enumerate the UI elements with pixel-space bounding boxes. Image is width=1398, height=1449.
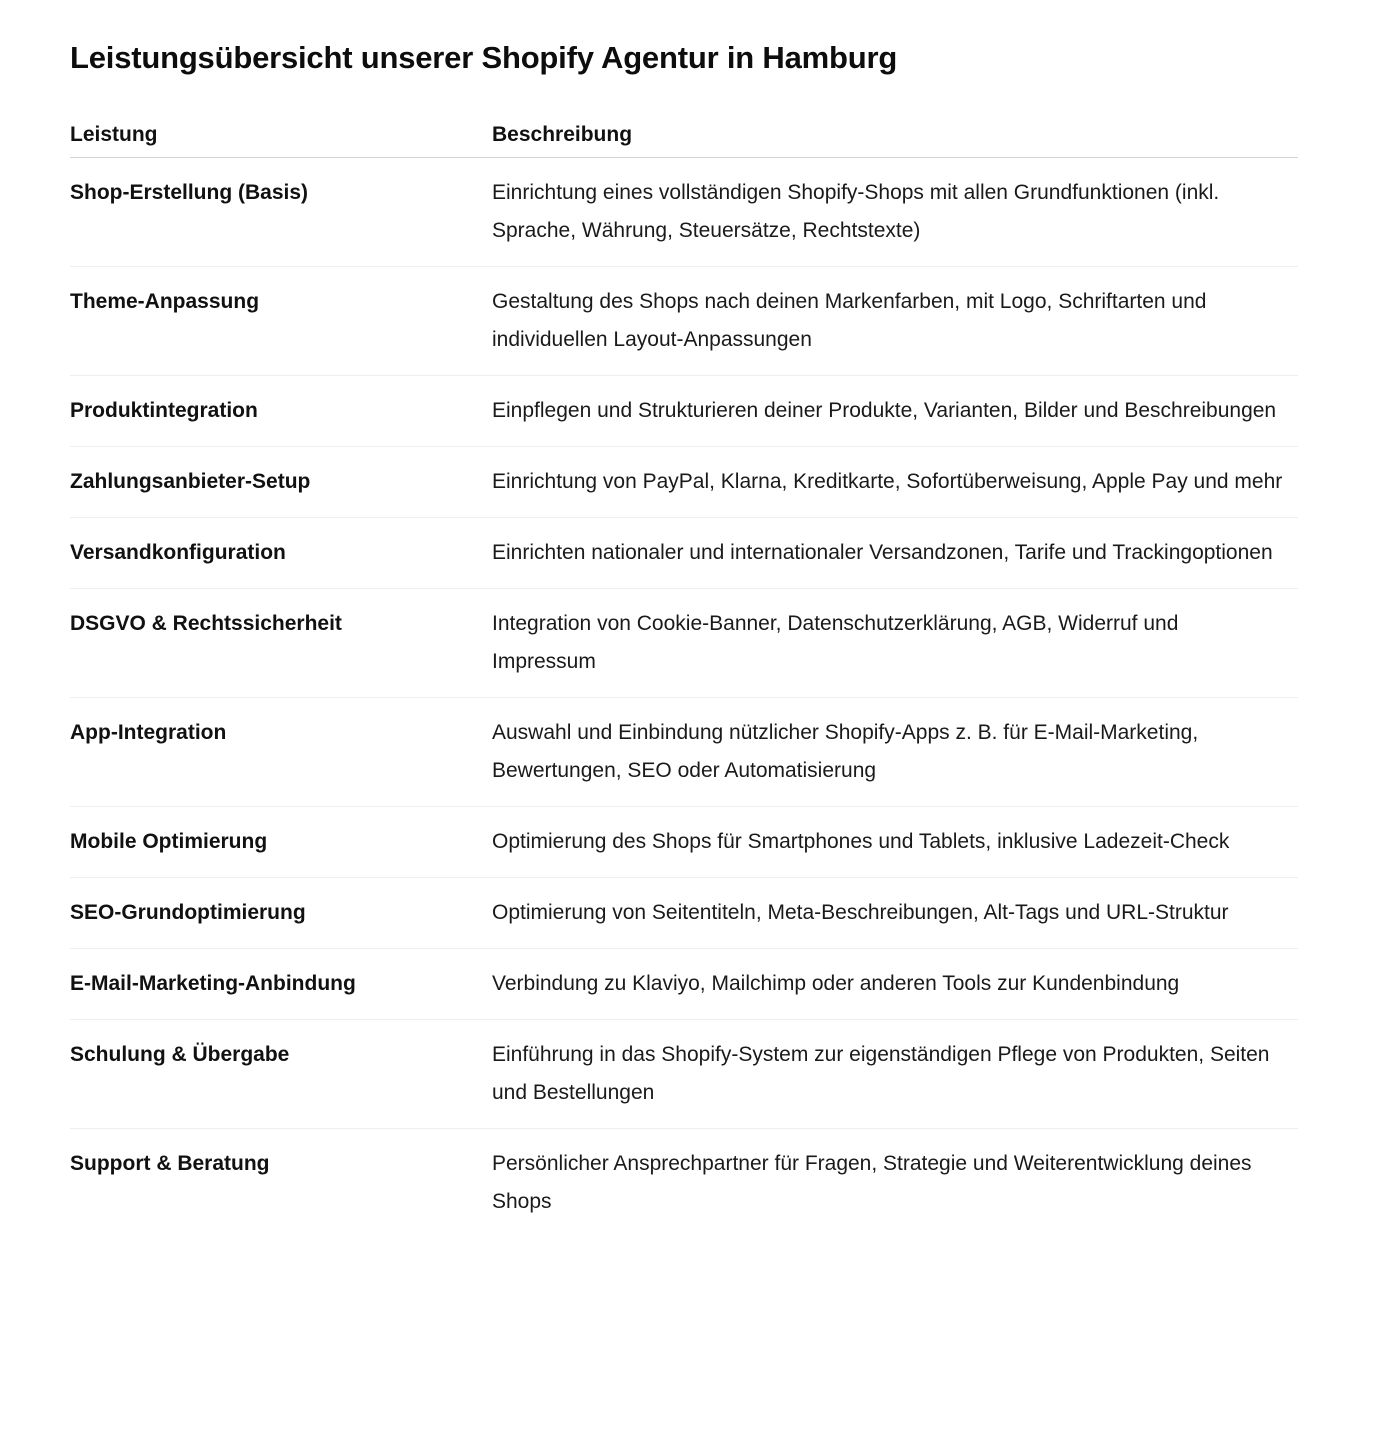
table-row — [70, 158, 1298, 267]
service-name: Shop-Erstellung (Basis) — [70, 158, 492, 267]
service-description: Auswahl und Einbindung nützlicher Shopify-Apps z. B. für E-Mail-Marketing, Bewertungen, SEO oder Automatisierung — [492, 698, 1298, 807]
table-row — [70, 376, 1298, 447]
table-row — [70, 698, 1298, 807]
column-header-leistung: Leistung — [70, 99, 492, 158]
service-name: SEO-Grundoptimierung — [70, 878, 492, 949]
services-table — [70, 99, 1298, 1237]
service-description: Persönlicher Ansprechpartner für Fragen, Strategie und Weiterentwicklung deines Shops — [492, 1152, 1252, 1213]
service-description: Integration von Cookie-Banner, Datenschutzerklärung, AGB, Widerruf und Impressum — [492, 589, 1298, 698]
service-description: Einrichtung eines vollständigen Shopify-Shops mit allen Grundfunktionen (inkl. Sprache, Währung, Steuersätze, Rechtstexte) — [492, 158, 1298, 267]
table-row — [70, 1020, 1298, 1129]
service-description: Verbindung zu Klaviyo, Mailchimp oder anderen Tools zur Kundenbindung — [492, 949, 1298, 1020]
table-row — [70, 878, 1298, 949]
service-name: Theme-Anpassung — [70, 267, 492, 376]
service-description: Einrichtung von PayPal, Klarna, Kreditkarte, Sofortüberweisung, Apple Pay und mehr — [492, 447, 1298, 518]
service-name: Zahlungsanbieter-Setup — [70, 447, 492, 518]
service-description: Einführung in das Shopify-System zur eigenständigen Pflege von Produkten, Seiten und Bestellungen — [492, 1020, 1298, 1129]
service-name: App-Integration — [70, 698, 492, 807]
table-row — [70, 589, 1298, 698]
column-header-beschreibung: Beschreibung — [492, 99, 1298, 158]
table-header-row — [70, 99, 1298, 158]
service-name: Produktintegration — [70, 376, 492, 447]
table-row — [70, 1129, 1298, 1238]
table-row — [70, 267, 1298, 376]
service-name: DSGVO & Rechtssicherheit — [70, 589, 492, 698]
service-description: Einpflegen und Strukturieren deiner Produkte, Varianten, Bilder und Beschreibungen — [492, 376, 1298, 447]
table-row — [70, 807, 1298, 878]
service-description: Optimierung von Seitentiteln, Meta-Beschreibungen, Alt-Tags und URL-Struktur — [492, 878, 1298, 949]
table-row — [70, 447, 1298, 518]
service-name: Mobile Optimierung — [70, 807, 492, 878]
service-description: Einrichten nationaler und internationaler Versandzonen, Tarife und Trackingoptionen — [492, 518, 1298, 589]
service-name: E-Mail-Marketing-Anbindung — [70, 949, 492, 1020]
table-row — [70, 518, 1298, 589]
service-description: Gestaltung des Shops nach deinen Markenfarben, mit Logo, Schriftarten und individuellen Layout-Anpassungen — [492, 267, 1298, 376]
service-name: Versandkonfiguration — [70, 518, 492, 589]
service-name: Schulung & Übergabe — [70, 1020, 492, 1129]
service-name: Support & Beratung — [70, 1152, 270, 1175]
page-title: Leistungsübersicht unserer Shopify Agentur in Hamburg — [70, 40, 898, 75]
service-description: Optimierung des Shops für Smartphones und Tablets, inklusive Ladezeit-Check — [492, 807, 1298, 878]
table-row — [70, 949, 1298, 1020]
